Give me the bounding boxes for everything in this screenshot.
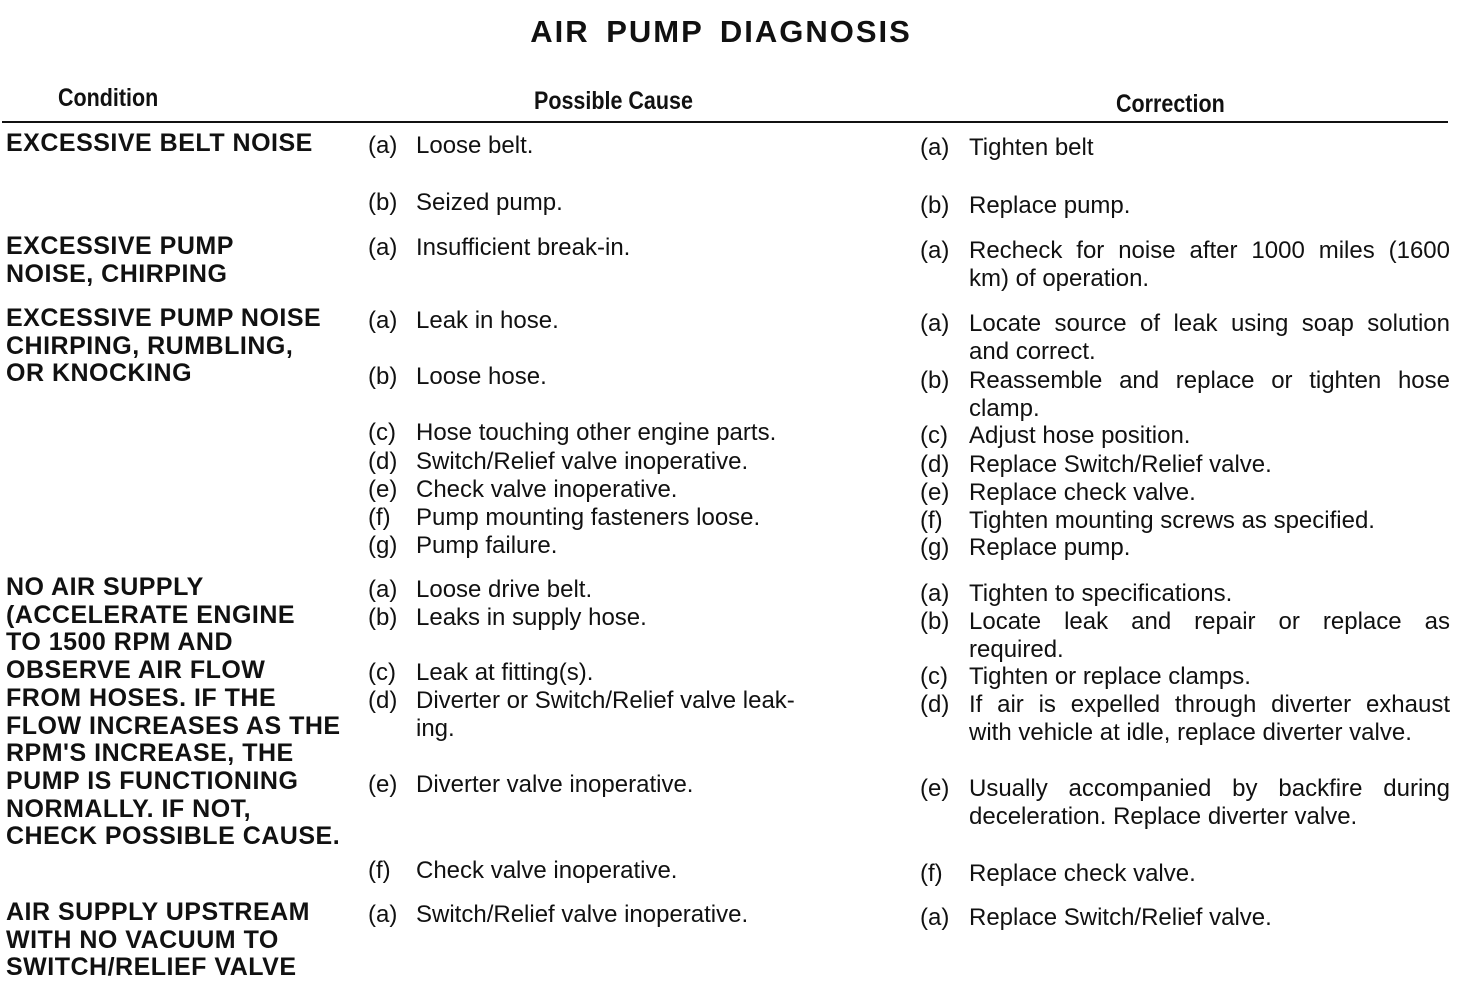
cause-item [368,448,748,476]
correction-item [920,367,1450,422]
condition-no-air-supply: NO AIR SUPPLY (ACCELERATE ENGINE TO 1500 RPM AND OBSERVE AIR FLOW FROM HOSES. IF THE FLOW INCREASES AS THE RPM'S INCREASE, THE PUMP IS FUNCTIONING NORMALLY. IF NOT, CHECK POSSIBLE CAUSE. [6,573,341,851]
cause-text: Switch/Relief valve inoperative. [416,448,749,475]
correction-text: Replace Switch/Relief valve. [969,904,1272,931]
cause-text: Insufficient break-in. [416,234,631,261]
cause-label: (c) [368,659,396,686]
condition-air-supply-upstream: AIR SUPPLY UPSTREAM WITH NO VACUUM TO SWITCH/RELIEF VALVE [6,898,311,982]
cause-text: Hose touching other engine parts. [416,419,777,446]
cause-item [368,857,677,885]
cause-text: Check valve inoperative. [416,857,678,884]
correction-item [920,451,1450,479]
correction-label: (b) [920,192,950,219]
correction-text: Replace Switch/Relief valve. [969,451,1272,478]
correction-item [920,860,1450,888]
correction-text: Locate source of leak using soap solution and correct. [969,310,1450,365]
cause-label: (b) [368,604,398,631]
condition-excessive-pump-noise-rumbling: EXCESSIVE PUMP NOISE CHIRPING, RUMBLING, OR KNOCKING [6,304,322,388]
correction-label: (a) [920,580,950,607]
correction-label: (c) [920,422,948,449]
correction-label: (a) [920,237,950,264]
cause-item [368,307,559,335]
correction-label: (a) [920,904,950,931]
correction-label: (e) [920,479,950,506]
cause-item [368,771,693,799]
correction-item [920,608,1450,663]
cause-label: (e) [368,771,398,798]
cause-label: (b) [368,363,398,390]
cause-label: (d) [368,687,398,714]
correction-label: (a) [920,134,950,161]
correction-header: Correction [1116,90,1225,118]
cause-label: (a) [368,901,398,928]
correction-text: Replace pump. [969,534,1131,561]
correction-item [920,192,1450,220]
correction-text: If air is expelled through diverter exhaust with vehicle at idle, replace diverter valve. [969,691,1450,746]
cause-label: (a) [368,307,398,334]
cause-text: Loose belt. [416,132,534,159]
correction-text: Replace check valve. [969,860,1196,887]
condition-excessive-belt-noise: EXCESSIVE BELT NOISE [6,129,313,157]
cause-label: (a) [368,132,398,159]
cause-text: Diverter or Switch/Relief valve leak- ing. [416,687,795,742]
cause-item [368,532,557,560]
cause-text: Seized pump. [416,189,563,216]
correction-item [920,237,1450,292]
cause-item [368,604,647,632]
correction-label: (e) [920,775,950,802]
cause-label: (f) [368,857,391,884]
cause-text: Loose drive belt. [416,576,593,603]
cause-text: Check valve inoperative. [416,476,678,503]
correction-text: Reassemble and replace or tighten hose clamp. [969,367,1450,422]
correction-item [920,904,1450,932]
cause-item [368,901,748,929]
cause-text: Leak at fitting(s). [416,659,594,686]
cause-label: (d) [368,448,398,475]
correction-item [920,310,1450,365]
correction-text: Tighten or replace clamps. [969,663,1251,690]
cause-text: Diverter valve inoperative. [416,771,694,798]
correction-item [920,422,1450,450]
header-rule [2,121,1448,123]
cause-item [368,476,677,504]
cause-item [368,132,533,160]
cause-item [368,234,630,262]
cause-label: (g) [368,532,398,559]
correction-text: Locate leak and repair or replace as required. [969,608,1450,663]
possible-cause-header: Possible Cause [534,87,693,115]
cause-text: Loose hose. [416,363,547,390]
cause-label: (a) [368,234,398,261]
correction-label: (b) [920,608,950,635]
cause-item [368,576,592,604]
page-title: AIR PUMP DIAGNOSIS [530,14,912,49]
correction-item [920,775,1450,830]
cause-text: Leak in hose. [416,307,559,334]
correction-text: Recheck for noise after 1000 miles (1600 km) of operation. [969,237,1450,292]
correction-item [920,691,1450,746]
cause-text: Leaks in supply hose. [416,604,647,631]
correction-label: (d) [920,451,950,478]
correction-label: (f) [920,507,943,534]
cause-label: (a) [368,576,398,603]
cause-item [368,659,593,687]
cause-label: (e) [368,476,398,503]
cause-label: (b) [368,189,398,216]
correction-text: Replace check valve. [969,479,1196,506]
cause-text: Switch/Relief valve inoperative. [416,901,749,928]
correction-label: (c) [920,663,948,690]
cause-item [368,504,760,532]
correction-text: Tighten belt [969,134,1094,161]
cause-label: (f) [368,504,391,531]
correction-item [920,663,1450,691]
correction-item [920,479,1450,507]
cause-label: (c) [368,419,396,446]
condition-header: Condition [58,84,159,112]
correction-item [920,507,1450,535]
condition-excessive-pump-noise-chirping: EXCESSIVE PUMP NOISE, CHIRPING [6,232,234,288]
cause-item [368,189,563,217]
cause-text: Pump failure. [416,532,558,559]
correction-label: (a) [920,310,950,337]
correction-text: Replace pump. [969,192,1131,219]
correction-text: Usually accompanied by backfire during deceleration. Replace diverter valve. [969,775,1450,830]
correction-item [920,534,1450,562]
correction-label: (f) [920,860,943,887]
correction-label: (d) [920,691,950,718]
correction-label: (b) [920,367,950,394]
correction-item [920,580,1450,608]
correction-item [920,134,1450,162]
cause-text: Pump mounting fasteners loose. [416,504,761,531]
cause-item [368,687,795,742]
correction-text: Tighten mounting screws as specified. [969,507,1375,534]
correction-label: (g) [920,534,950,561]
correction-text: Tighten to specifications. [969,580,1233,607]
cause-item [368,419,776,447]
correction-text: Adjust hose position. [969,422,1191,449]
cause-item [368,363,547,391]
